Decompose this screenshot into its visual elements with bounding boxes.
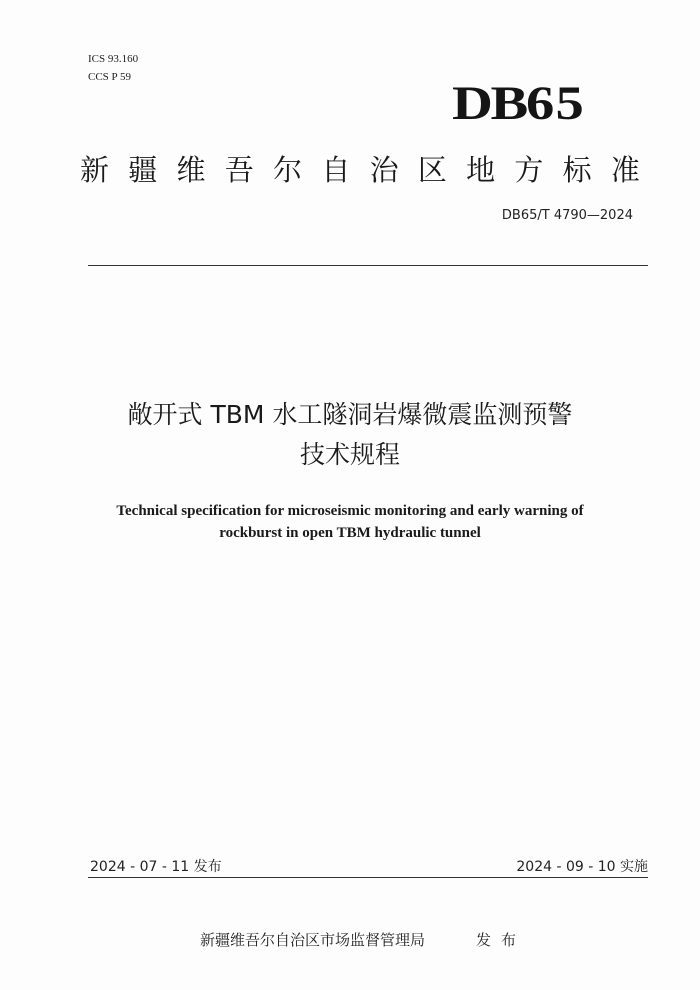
standard-type-char: 疆 — [128, 153, 158, 187]
chinese-title-line1: 敞开式 TBM 水工隧洞岩爆微震监测预警 — [127, 400, 573, 429]
standard-type-char: 维 — [176, 153, 206, 187]
ics-code: ICS 93.160 — [88, 53, 139, 65]
chinese-title — [0, 395, 700, 475]
issuing-authority: 新疆维吾尔自治区市场监督管理局 — [200, 931, 426, 949]
standard-type-char: 方 — [514, 153, 544, 187]
standard-type-char: 自 — [321, 153, 351, 187]
issue-date: 2024 - 07 - 11 发布 — [90, 859, 222, 875]
standard-type-char: 治 — [369, 153, 399, 187]
standard-type-char: 地 — [466, 153, 496, 187]
standard-type-char: 尔 — [273, 153, 303, 187]
db65-logo — [452, 76, 585, 132]
standard-type-char: 准 — [610, 153, 640, 187]
english-title-line1: Technical specification for microseismic monitoring and early warning of — [116, 503, 584, 519]
standard-type-char: 新 — [80, 153, 110, 187]
chinese-title-line2: 技术规程 — [299, 440, 400, 469]
effective-date: 2024 - 09 - 10 实施 — [516, 859, 648, 875]
english-title-line2: rockburst in open TBM hydraulic tunnel — [219, 525, 481, 541]
standard-type-char: 吾 — [224, 153, 254, 187]
standard-type-title — [80, 152, 640, 188]
bottom-divider — [88, 877, 648, 878]
classification-codes — [88, 50, 138, 86]
ccs-code: CCS P 59 — [88, 71, 132, 83]
english-title — [0, 500, 700, 544]
standard-number: DB65/T 4790—2024 — [501, 208, 633, 223]
logo-db: DB — [452, 77, 526, 130]
standard-type-char: 标 — [562, 153, 592, 187]
top-divider — [88, 265, 648, 266]
logo-number: 65 — [525, 77, 585, 130]
standard-type-char: 区 — [417, 153, 447, 187]
issuer-action: 发布 — [476, 931, 527, 949]
